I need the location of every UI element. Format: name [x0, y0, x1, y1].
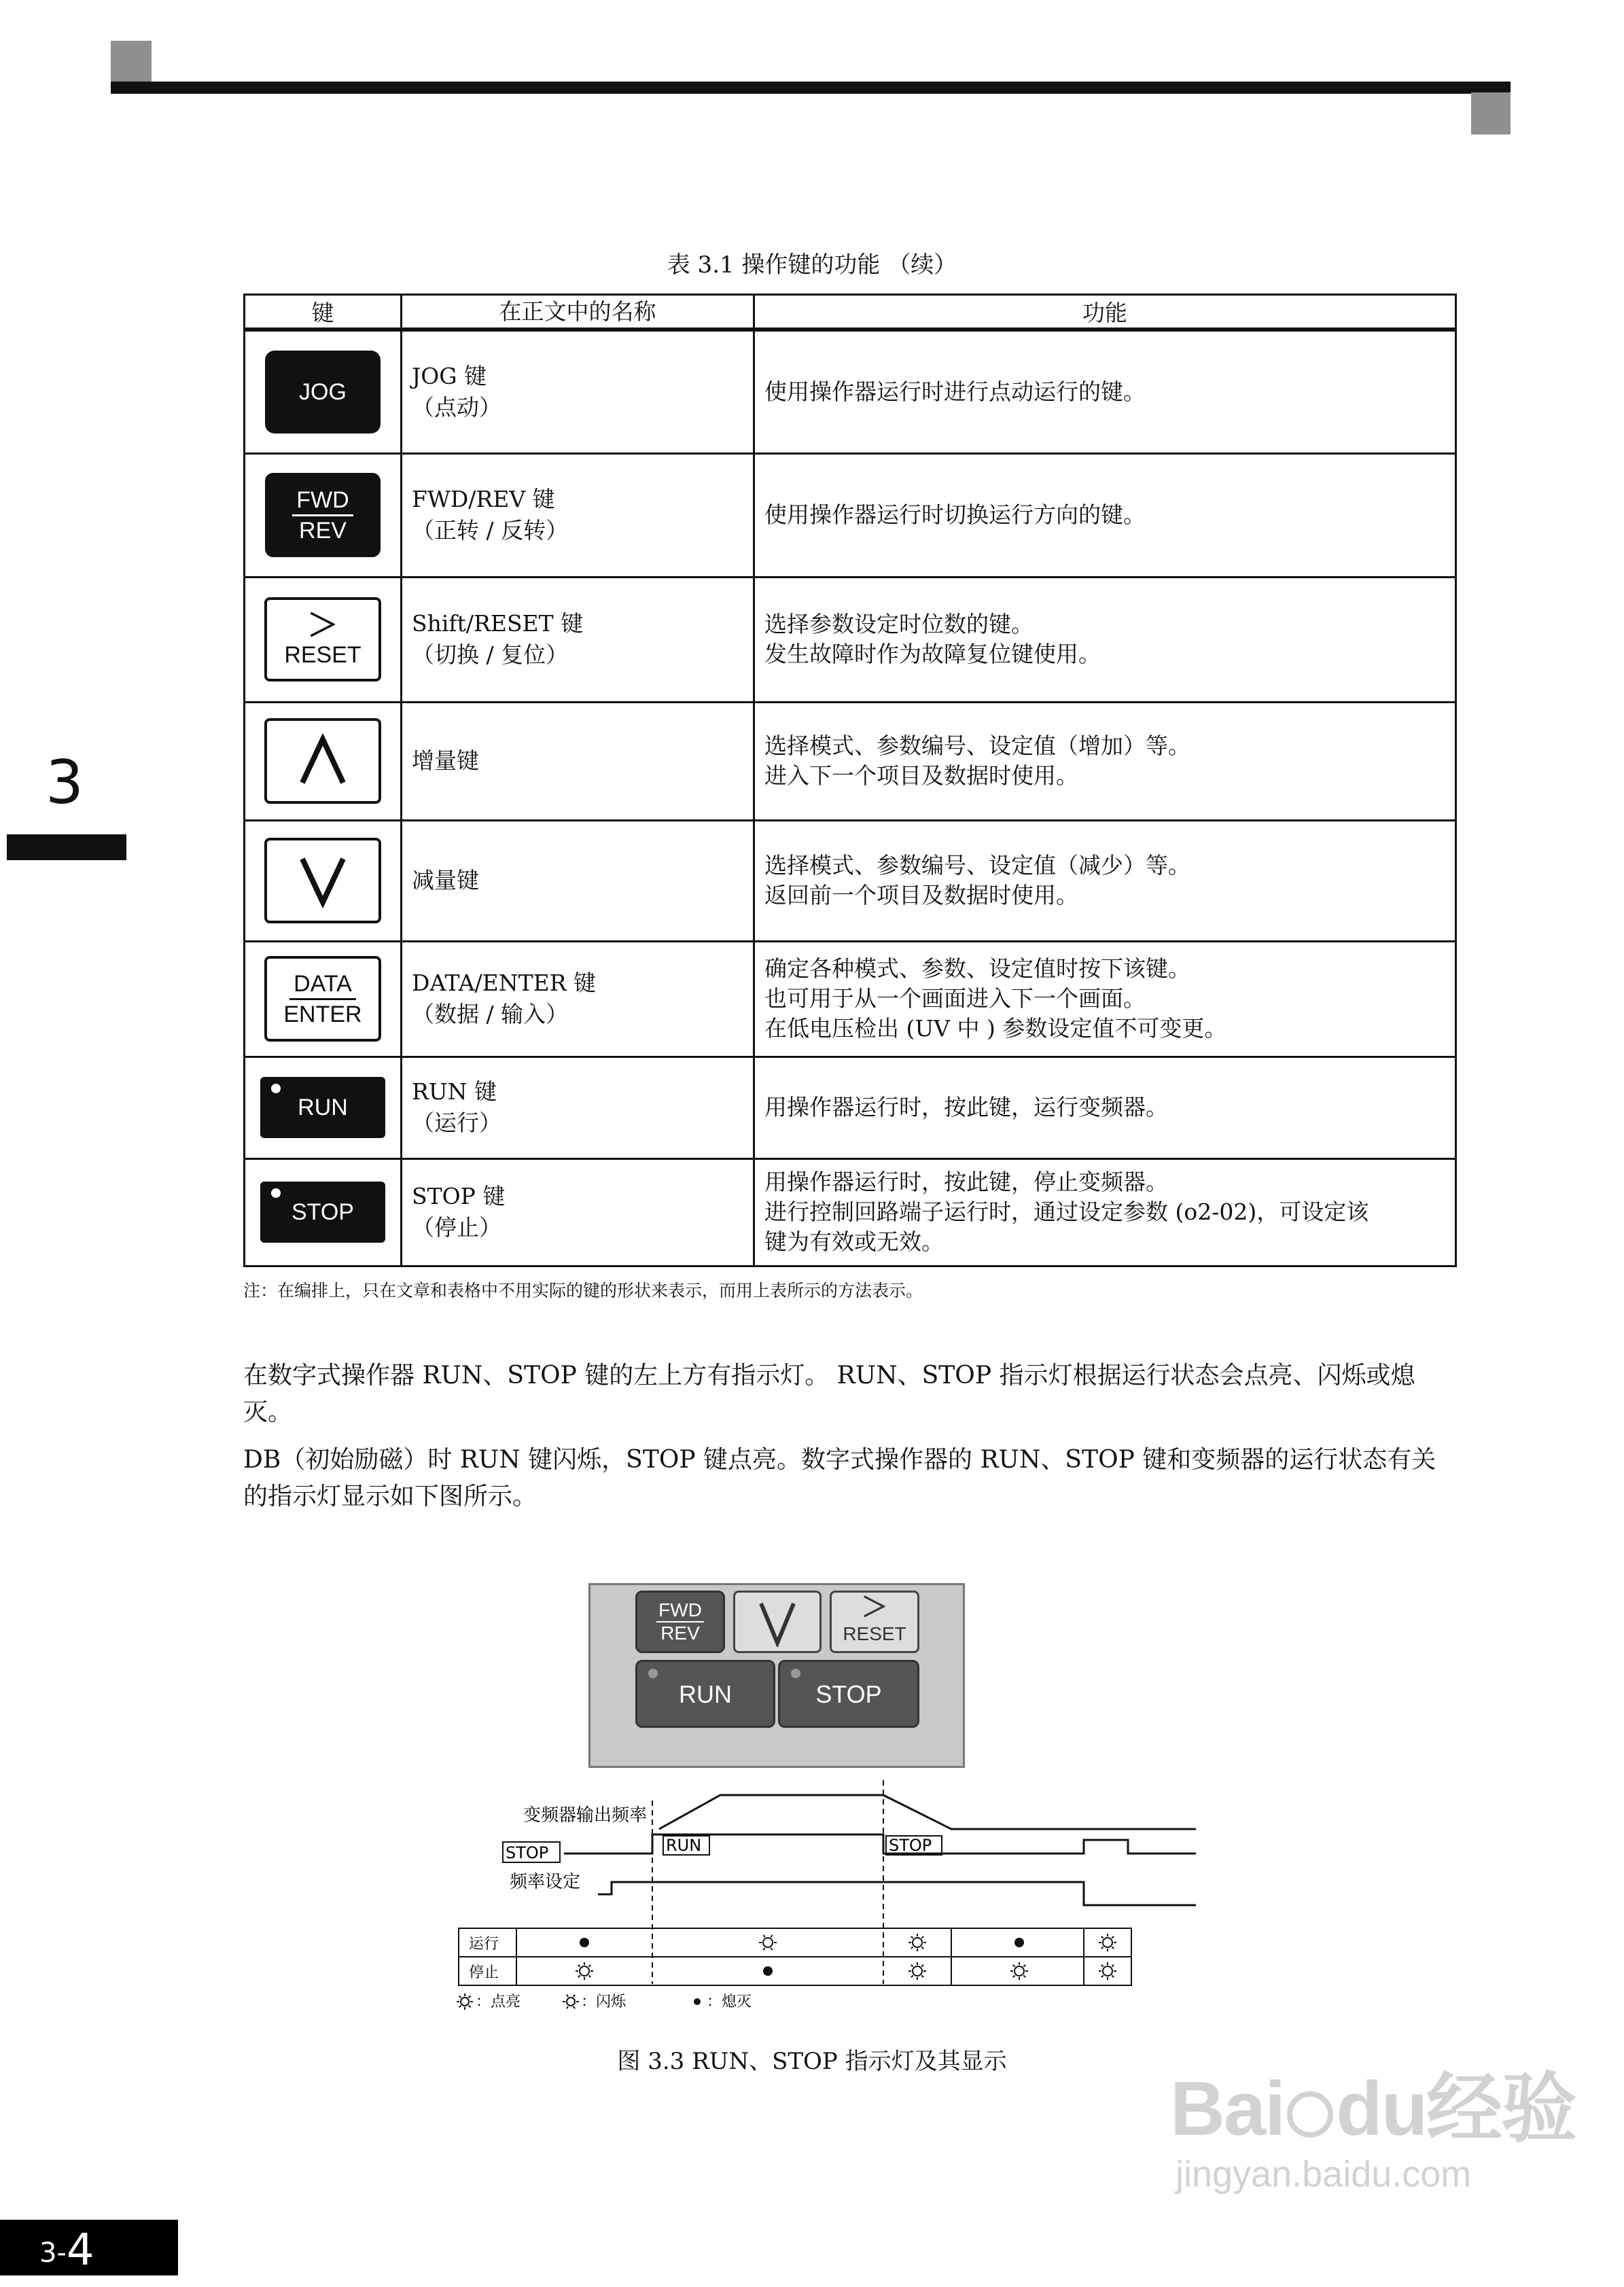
panel-fwd-rev-key	[635, 1591, 725, 1653]
function-line: 选择模式、参数编号、设定值（增加）等。	[764, 732, 1190, 759]
lamp-off-icon	[694, 1998, 701, 2005]
fwd-label: FWD	[292, 486, 353, 516]
increment-key-icon	[264, 718, 381, 804]
key-cell	[245, 1057, 402, 1158]
panel-run-lamp-icon	[648, 1669, 658, 1678]
function-line: 用操作器运行时，按此键，停止变频器。	[764, 1169, 1168, 1195]
stop-label-2: STOP	[889, 1836, 932, 1855]
function-line: 返回前一个项目及数据时使用。	[764, 882, 1078, 908]
name-line: （切换 / 复位）	[412, 641, 569, 668]
lamp-blink-icon	[563, 1995, 579, 2009]
lamp-lit-icon	[908, 1934, 926, 1951]
frequency-setting-label: 频率设定	[510, 1872, 581, 1892]
table-note: 注：在编排上，只在文章和表格中不用实际的键的形状来表示，而用上表所示的方法表示。	[243, 1281, 923, 1300]
table-row	[245, 702, 1456, 820]
name-line: Shift/RESET 键	[412, 610, 584, 637]
reset-label: RESET	[284, 642, 361, 668]
enter-label: ENTER	[283, 1001, 362, 1027]
header-key: 键	[245, 295, 402, 330]
panel-stop-key	[778, 1660, 919, 1728]
page-number	[39, 2225, 94, 2275]
table-row	[245, 330, 1456, 453]
function-line: 使用操作器运行时进行点动运行的键。	[764, 378, 1146, 405]
paragraph-1: 在数字式操作器 RUN、STOP 键的左上方有指示灯。 RUN、STOP 指示灯根据运行状态会点亮、闪烁或熄灭。	[243, 1362, 1415, 1426]
output-frequency-label: 变频器输出频率	[523, 1805, 648, 1826]
legend-lit: ：点亮	[476, 1993, 521, 2010]
name-line: JOG 键	[412, 362, 487, 389]
watermark	[1170, 2065, 1576, 2201]
watermark-url: jingyan.baidu.com	[1176, 2154, 1472, 2195]
shift-arrow-label: ＞	[307, 607, 338, 643]
name-line: 增量键	[412, 747, 479, 774]
stop-indicator-row	[576, 1962, 1116, 1980]
function-line: 也可用于从一个画面进入下一个画面。	[764, 985, 1146, 1012]
function-line: 进入下一个项目及数据时使用。	[764, 762, 1078, 789]
name-cell	[402, 1057, 754, 1158]
name-cell	[402, 453, 754, 577]
paw-icon	[1287, 2091, 1333, 2138]
name-cell	[402, 577, 754, 702]
header-square-left	[111, 41, 152, 83]
lamp-lit-icon	[1099, 1934, 1116, 1951]
stop-key-icon	[260, 1182, 385, 1243]
up-arrow-icon	[296, 734, 350, 788]
panel-reset-label: RESET	[843, 1623, 906, 1644]
function-line: 选择模式、参数编号、设定值（减少）等。	[764, 852, 1190, 879]
run-label: RUN	[666, 1836, 702, 1855]
chapter-number: 3	[46, 747, 84, 817]
function-line: 使用操作器运行时切换运行方向的键。	[764, 501, 1146, 528]
key-cell	[245, 330, 402, 453]
watermark-brand: Bai	[1170, 2066, 1285, 2151]
row-stop-label: 停止	[469, 1964, 499, 1981]
data-enter-key-icon	[264, 956, 381, 1042]
function-cell	[754, 702, 1456, 820]
function-cell	[754, 941, 1456, 1057]
function-line: 键为有效或无效。	[764, 1228, 944, 1255]
lamp-off-icon	[763, 1966, 773, 1976]
fwd-rev-key-icon	[265, 473, 381, 557]
key-cell	[245, 702, 402, 820]
name-line: 减量键	[412, 867, 479, 893]
indicator-lamp-icon	[271, 1188, 281, 1198]
name-line: FWD/REV 键	[412, 486, 555, 512]
function-line: 用操作器运行时，按此键，运行变频器。	[764, 1094, 1168, 1120]
panel-down-arrow-icon	[757, 1599, 798, 1647]
decrement-key-icon	[264, 838, 381, 923]
lamp-lit-icon	[1099, 1962, 1116, 1980]
function-line: 进行控制回路端子运行时，通过设定参数 (o2-02)，可设定该	[764, 1199, 1369, 1225]
function-cell	[754, 820, 1456, 941]
lamp-off-icon	[1014, 1938, 1024, 1947]
name-line: （数据 / 输入）	[412, 1001, 569, 1027]
watermark-brand-2: du	[1336, 2066, 1427, 2151]
run-stop-waveform	[564, 1834, 1196, 1854]
name-cell	[402, 1158, 754, 1266]
timing-diagram	[448, 1780, 1210, 2011]
table-caption: 表 3.1 操作键的功能 （续）	[667, 251, 957, 279]
lamp-off-icon	[580, 1938, 589, 1947]
watermark-suffix: 经验	[1426, 2065, 1576, 2153]
lamp-lit-icon	[457, 1993, 473, 2010]
header-rule	[111, 82, 1511, 94]
panel-shift-reset-key	[830, 1591, 919, 1653]
legend-blink: ：闪烁	[581, 1993, 626, 2010]
function-cell	[754, 1158, 1456, 1266]
lamp-lit-icon	[1010, 1962, 1028, 1980]
lamp-lit-icon	[576, 1962, 593, 1980]
function-line: 在低电压检出 (UV 中 ) 参数设定值不可变更。	[764, 1015, 1227, 1042]
table-row	[245, 577, 1456, 702]
frequency-setting-waveform	[598, 1882, 1196, 1905]
page-prefix: 3-	[39, 2237, 67, 2269]
table-row	[245, 453, 1456, 577]
function-line: 发生故障时作为故障复位键使用。	[764, 641, 1101, 667]
function-cell	[754, 1057, 1456, 1158]
lamp-blink-icon	[759, 1935, 777, 1951]
rev-label: REV	[299, 517, 347, 544]
table-row	[245, 941, 1456, 1057]
figure-caption: 图 3.3 RUN、STOP 指示灯及其显示	[617, 2048, 1007, 2075]
chapter-bar	[7, 834, 126, 860]
name-line: RUN 键	[412, 1078, 497, 1105]
lamp-lit-icon	[908, 1962, 926, 1980]
panel-rev-label: REV	[660, 1623, 700, 1644]
panel-stop-lamp-icon	[791, 1669, 800, 1678]
panel-fwd-label: FWD	[656, 1599, 704, 1623]
name-line: （运行）	[412, 1110, 501, 1136]
key-cell	[245, 577, 402, 702]
paragraph-2: DB（初始励磁）时 RUN 键闪烁，STOP 键点亮。数字式操作器的 RUN、STOP 键和变频器的运行状态有关的指示灯显示如下图所示。	[243, 1446, 1436, 1510]
page-num: 4	[66, 2225, 94, 2275]
panel-stop-label: STOP	[815, 1680, 882, 1708]
run-indicator-row	[580, 1934, 1116, 1951]
function-line: 选择参数设定时位数的键。	[764, 611, 1034, 637]
key-cell	[245, 1158, 402, 1266]
name-line: （正转 / 反转）	[412, 517, 569, 544]
run-key-icon	[260, 1077, 385, 1138]
key-cell	[245, 941, 402, 1057]
jog-key-icon	[265, 351, 381, 433]
table-row	[245, 820, 1456, 941]
header-function: 功能	[754, 295, 1456, 330]
name-line: （停止）	[412, 1214, 501, 1241]
function-cell	[754, 453, 1456, 577]
down-arrow-icon	[296, 853, 350, 908]
output-frequency-waveform	[659, 1795, 1196, 1829]
stop-key-label: STOP	[292, 1199, 354, 1225]
header-name: 在正文中的名称	[402, 295, 754, 330]
key-cell	[245, 453, 402, 577]
panel-shift-label: ＞	[861, 1593, 888, 1623]
function-cell	[754, 577, 1456, 702]
name-line: STOP 键	[412, 1183, 506, 1209]
panel-run-label: RUN	[679, 1680, 732, 1708]
name-cell	[402, 820, 754, 941]
function-line: 确定各种模式、参数、设定值时按下该键。	[764, 955, 1190, 982]
data-label: DATA	[289, 970, 356, 1000]
header-square-right	[1471, 92, 1511, 135]
row-run-label: 运行	[469, 1936, 499, 1953]
name-line: DATA/ENTER 键	[412, 970, 597, 996]
key-cell	[245, 820, 402, 941]
indicator-lamp-icon	[271, 1084, 281, 1093]
jog-key-label: JOG	[299, 378, 347, 405]
name-line: （点动）	[412, 393, 501, 421]
function-cell	[754, 330, 1456, 453]
panel-run-key	[635, 1660, 775, 1728]
stop-label: STOP	[506, 1843, 549, 1862]
name-cell	[402, 702, 754, 820]
operator-panel-figure	[588, 1583, 965, 1768]
name-cell	[402, 941, 754, 1057]
legend-off: ：熄灭	[707, 1993, 752, 2010]
table-row	[245, 1057, 1456, 1158]
page-number-box	[0, 2220, 178, 2275]
run-key-label: RUN	[298, 1095, 348, 1120]
panel-down-key	[733, 1591, 822, 1653]
keys-table	[243, 294, 1457, 1267]
shift-reset-key-icon	[264, 597, 381, 681]
table-row	[245, 1158, 1456, 1266]
name-cell	[402, 330, 754, 453]
